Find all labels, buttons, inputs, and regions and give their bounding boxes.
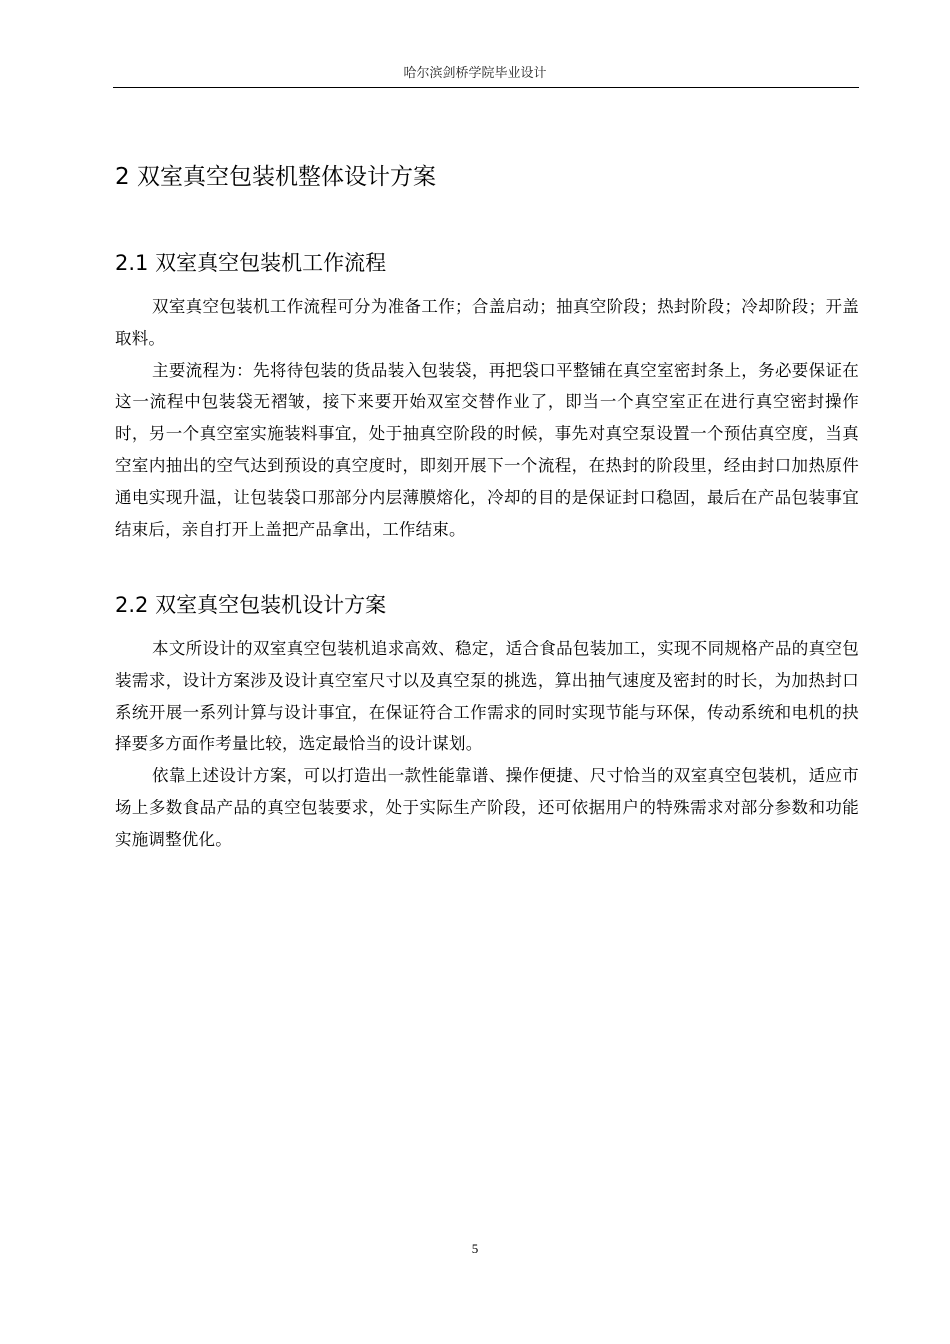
paragraph: 主要流程为：先将待包装的货品装入包装袋，再把袋口平整铺在真空室密封条上，务必要保证在这一流程中包装袋无褶皱，接下来要开始双室交替作业了，即当一个真空室正在进行真空密封操作时，另一个真空室实施装料事宜，处于抽真空阶段的时候，事先对真空泵设置一个预估真空度，当真空室内抽出的空气达到预设的真空度时，即刻开展下一个流程，在热封的阶段里，经由封口加热原件通电实现升温，让包装袋口那部分内层薄膜熔化，冷却的目的是保证封口稳固，最后在产品包装事宜结束后，亲自打开上盖把产品拿出，工作结束。 xyxy=(115,360,859,539)
page-number: 5 xyxy=(471,1241,479,1256)
header-rule xyxy=(113,87,859,88)
paragraph: 依靠上述设计方案，可以打造出一款性能靠谱、操作便捷、尺寸恰当的双室真空包装机，适应市场上多数食品产品的真空包装要求，处于实际生产阶段，还可依据用户的特殊需求对部分参数和功能实施调整优化。 xyxy=(115,766,859,849)
paragraph: 本文所设计的双室真空包装机追求高效、稳定，适合食品包装加工，实现不同规格产品的真空包装需求，设计方案涉及设计真空室尺寸以及真空泵的挑选，算出抽气速度及密封的时长，为加热封口系统开展一系列计算与设计事宜，在保证符合工作需求的同时实现节能与环保，传动系统和电机的抉择要多方面作考量比较，选定最恰当的设计谋划。 xyxy=(115,639,859,754)
section-title-2-1: 2.1 双室真空包装机工作流程 xyxy=(115,251,387,275)
running-header: 哈尔滨剑桥学院毕业设计 xyxy=(403,66,547,81)
section-body-2-1 xyxy=(115,291,859,545)
section-body-2-2 xyxy=(115,633,859,856)
paragraph: 双室真空包装机工作流程可分为准备工作；合盖启动；抽真空阶段；热封阶段；冷却阶段；开盖取料。 xyxy=(115,297,859,348)
section-title-2-2: 2.2 双室真空包装机设计方案 xyxy=(115,593,387,617)
chapter-title: 2 双室真空包装机整体设计方案 xyxy=(115,164,436,190)
